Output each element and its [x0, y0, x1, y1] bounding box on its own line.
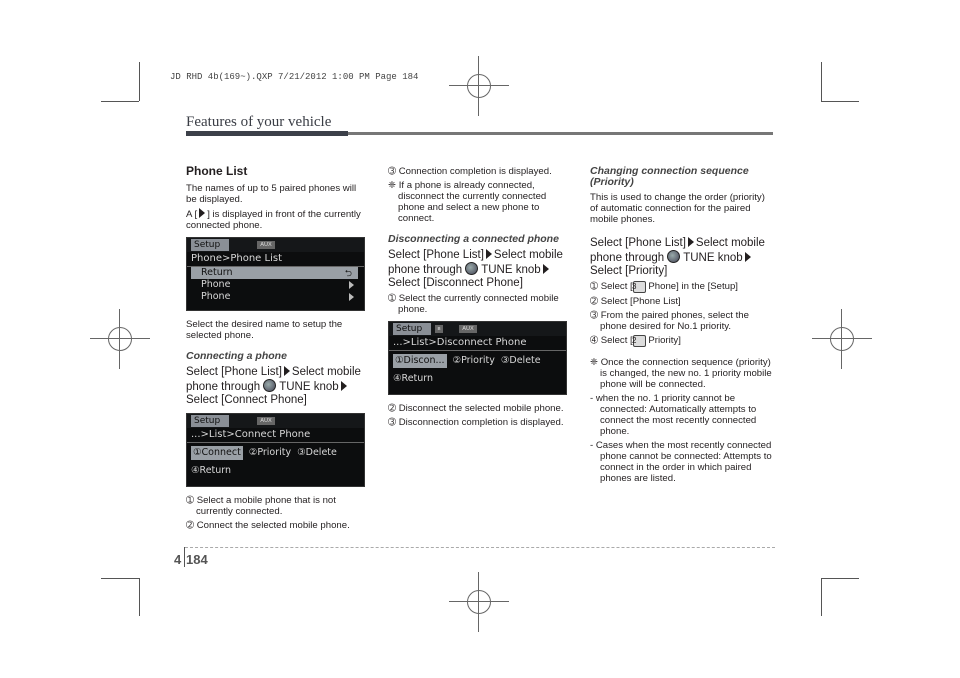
arrow-right-icon: [745, 252, 751, 262]
option-delete: ③Delete: [500, 355, 541, 366]
text: Select mobile phone through: [186, 366, 361, 393]
tune-knob-icon: [465, 262, 478, 275]
crop-mark: [821, 578, 859, 579]
page-number: 184: [186, 552, 208, 567]
paragraph: This is used to change the order (priority) of automatic connection for the paired mobile phones.: [590, 192, 765, 225]
crop-mark: [101, 101, 139, 102]
screen-disconnect-phone: [388, 321, 567, 395]
note: ❈ If a phone is already connected, disconnect the currently connected phone and select a new phone to connect.: [388, 180, 547, 224]
arrow-right-icon: [284, 366, 290, 376]
tune-knob-icon: [263, 379, 276, 392]
screen-connect-phone: [186, 413, 365, 487]
registration-mark: [463, 586, 495, 618]
procedure-path: [590, 237, 773, 278]
step: ➂ Connection completion is displayed.: [388, 166, 552, 177]
option-row: [389, 351, 566, 371]
chapter-number: 4: [174, 552, 182, 567]
column-2: [388, 166, 571, 431]
arrow-right-icon: [349, 293, 354, 301]
text: Select mobile phone through: [590, 237, 765, 264]
setup-tab: Setup: [393, 323, 431, 335]
list-item-label: Return: [201, 267, 233, 278]
text: Select [Priority]: [590, 265, 668, 277]
aux-badge: AUX: [257, 241, 275, 249]
option-return: ④Return: [191, 465, 232, 476]
footer-rule: [185, 547, 775, 548]
aux-badge: AUX: [257, 417, 275, 425]
registration-mark: [463, 70, 495, 102]
option-row: [187, 443, 364, 463]
screen-phone-list: [186, 237, 365, 311]
step: [590, 281, 773, 293]
subheading-connecting: Connecting a phone: [186, 350, 287, 362]
text: TUNE knob: [279, 381, 339, 393]
step: ➀ Select a mobile phone that is not currently connected.: [186, 495, 336, 517]
text: Priority]: [645, 335, 681, 346]
text: Select [Disconnect Phone]: [388, 277, 523, 289]
section-title: Features of your vehicle: [186, 114, 332, 130]
option-connect: ①Connect: [193, 447, 241, 458]
screen-header: Phone>Phone List: [187, 252, 364, 267]
column-1: [186, 166, 369, 534]
text: Select [Connect Phone]: [186, 394, 307, 406]
text: ➀ Select [: [590, 281, 633, 292]
text: TUNE knob: [481, 264, 541, 276]
arrow-right-icon: [199, 208, 205, 218]
option-priority: ②Priority: [452, 355, 495, 366]
crop-mark: [101, 578, 139, 579]
text: Phone] in the [Setup]: [645, 281, 738, 292]
list-item: [191, 267, 358, 279]
procedure-path: [388, 249, 571, 290]
bluetooth-badge: ʙ: [435, 325, 443, 333]
screen-header: ...>List>Connect Phone: [187, 428, 364, 443]
text: ] is displayed in front of the currently connected phone.: [186, 209, 361, 231]
note-item: - Cases when the most recently connected phone cannot be connected: Attempts to connect in the order in which paired phones are listed.: [590, 440, 772, 484]
arrow-right-icon: [688, 237, 694, 247]
crop-mark: [821, 62, 822, 101]
arrow-right-icon: [349, 281, 354, 289]
return-icon: ⮌: [344, 269, 352, 279]
list-item-label: Phone: [201, 291, 231, 302]
note-item: - when the no. 1 priority cannot be connected: Automatically attempts to connect the most recently connected phone.: [590, 393, 757, 437]
paragraph: The names of up to 5 paired phones will be displayed.: [186, 183, 357, 205]
text: Select [Phone List]: [186, 366, 282, 378]
subheading-priority: Changing connection sequence (Priority): [590, 165, 749, 188]
step: ➁ Select [Phone List]: [590, 296, 681, 307]
screen-header: ...>List>Disconnect Phone: [389, 336, 566, 351]
page-separator: [184, 547, 185, 567]
note: ❈ Once the connection sequence (priority) is changed, the new no. 1 priority mobile phone will be connected.: [590, 357, 772, 390]
registration-mark: [104, 323, 136, 355]
step: ➂ From the paired phones, select the phone desired for No.1 priority.: [590, 310, 749, 332]
step: ➀ Select the currently connected mobile phone.: [388, 293, 559, 315]
setup-tab: Setup: [191, 239, 229, 251]
step: [590, 335, 773, 347]
arrow-right-icon: [486, 249, 492, 259]
aux-badge: AUX: [459, 325, 477, 333]
option-priority: ②Priority: [248, 447, 292, 458]
tune-knob-icon: [667, 250, 680, 263]
arrow-right-icon: [543, 264, 549, 274]
arrow-right-icon: [341, 381, 347, 391]
text: Select [Phone List]: [590, 237, 686, 249]
option-delete: ③Delete: [297, 447, 337, 458]
print-slug: JD RHD 4b(169~).QXP 7/21/2012 1:00 PM Page 184: [170, 72, 419, 82]
list-item: [187, 279, 364, 291]
subheading-disconnecting: Disconnecting a connected phone: [388, 233, 559, 245]
crop-mark: [821, 101, 859, 102]
registration-mark: [826, 323, 858, 355]
list-item-label: Phone: [201, 279, 231, 290]
step: ➂ Disconnection completion is displayed.: [388, 417, 564, 428]
option-disconnect: ①Discon...: [395, 355, 445, 366]
text: Select mobile phone through: [388, 249, 563, 276]
list-item: [187, 291, 364, 303]
key-2-icon: 2: [633, 335, 646, 347]
crop-mark: [139, 578, 140, 616]
step: ➁ Disconnect the selected mobile phone.: [388, 403, 564, 414]
crop-mark: [821, 578, 822, 616]
procedure-path: [186, 366, 369, 407]
paragraph: Select the desired name to setup the selected phone.: [186, 319, 343, 341]
option-return: ④Return: [393, 373, 434, 384]
crop-mark: [139, 62, 140, 101]
setup-tab: Setup: [191, 415, 229, 427]
text: ➃ Select [: [590, 335, 633, 346]
heading-phone-list: Phone List: [186, 164, 248, 178]
step: ➁ Connect the selected mobile phone.: [186, 520, 350, 531]
key-3-icon: 3: [633, 281, 646, 293]
title-rule-accent: [186, 131, 348, 136]
text: TUNE knob: [683, 252, 743, 264]
text: Select [Phone List]: [388, 249, 484, 261]
text: A [: [186, 209, 198, 220]
column-3: [590, 166, 773, 487]
paragraph: [186, 208, 369, 231]
